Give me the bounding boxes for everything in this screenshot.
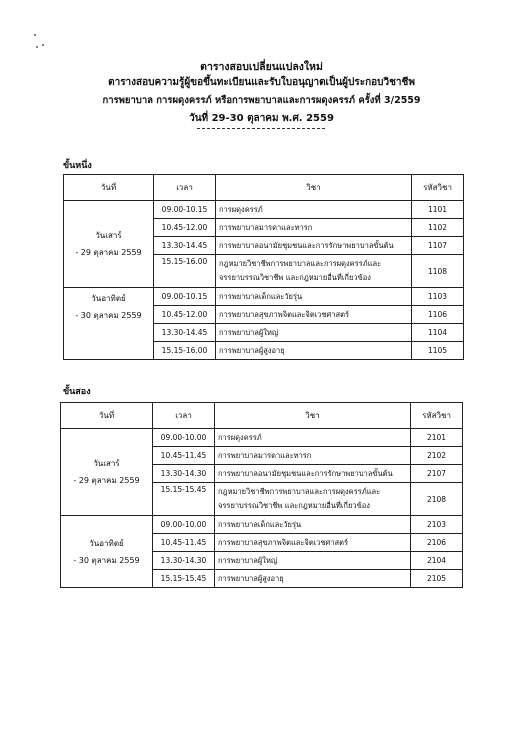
doc-title: ตารางสอบเปลี่ยนแปลงใหม่ [200, 61, 323, 73]
day-cell-saturday [61, 429, 153, 516]
doc-subtitle: ตารางสอบความรู้ผู้ขอขึ้นทะเบียนและรับใบอนุญาตเป็นผู้ประกอบวิชาชีพ [108, 77, 415, 88]
subject-cell: การพยาบาลมารดาและทารก [215, 447, 411, 465]
time-cell: 10.45-12.00 [154, 306, 216, 324]
dashed-divider [197, 128, 325, 129]
header-subject: วิชา [215, 403, 411, 429]
time-cell: 13.30-14.45 [154, 324, 216, 342]
time-cell: 15.15-16.00 [154, 255, 216, 288]
code-cell: 1107 [412, 237, 464, 255]
code-cell: 2105 [411, 570, 463, 588]
subject-cell: การพยาบาลสุขภาพจิตและจิตเวชศาสตร์ [216, 306, 412, 324]
subject-cell [215, 483, 411, 516]
code-cell: 2104 [411, 552, 463, 570]
subject-line-2: จรรยาบรรณวิชาชีพ และกฎหมายอื่นที่เกี่ยวข้อง [218, 501, 370, 510]
day-cell-saturday [64, 201, 154, 288]
code-cell: 2106 [411, 534, 463, 552]
subject-cell: การผดุงครรภ์ [215, 429, 411, 447]
header-time: เวลา [153, 403, 215, 429]
subject-cell: การพยาบาลเด็กและวัยรุ่น [216, 288, 412, 306]
subject-line-1: กฎหมายวิชาชีพการพยาบาลและการผดุงครรภ์และ [219, 259, 382, 268]
time-cell: 09.00-10.00 [153, 429, 215, 447]
code-cell: 1104 [412, 324, 464, 342]
day-cell-sunday [64, 288, 154, 360]
subject-line-2: จรรยาบรรณวิชาชีพ และกฎหมายอื่นที่เกี่ยวข้อง [219, 273, 371, 282]
code-cell: 1102 [412, 219, 464, 237]
code-cell: 2101 [411, 429, 463, 447]
code-cell: 1101 [412, 201, 464, 219]
subject-cell: การพยาบาลอนามัยชุมชนและการรักษาพยาบาลขั้นต้น [215, 465, 411, 483]
subject-line-1: กฎหมายวิชาชีพการพยาบาลและการผดุงครรภ์และ [218, 487, 381, 496]
time-cell: 10.45-11.45 [153, 534, 215, 552]
code-cell: 1105 [412, 342, 464, 360]
time-cell: 09.00-10.15 [154, 288, 216, 306]
code-cell: 2103 [411, 516, 463, 534]
doc-subtitle-2: การพยาบาล การผดุงครรภ์ หรือการพยาบาลและการผดุงครรภ์ ครั้งที่ 3/2559 [102, 95, 421, 106]
time-cell: 15.15-15.45 [153, 483, 215, 516]
table-row [64, 288, 464, 306]
header-day: วันที่ [64, 175, 154, 201]
time-cell: 10.45-12.00 [154, 219, 216, 237]
day-name: วันอาทิตย์ [91, 294, 126, 303]
table-row [61, 516, 463, 534]
table-row [64, 201, 464, 219]
subject-cell: การพยาบาลผู้สูงอายุ [216, 342, 412, 360]
subject-cell: การพยาบาลสุขภาพจิตและจิตเวชศาสตร์ [215, 534, 411, 552]
day-date: - 30 ตุลาคม 2559 [73, 555, 140, 565]
header-code: รหัสวิชา [412, 175, 464, 201]
code-cell: 2108 [411, 483, 463, 516]
level-2-label: ขั้นสอง [63, 387, 91, 397]
day-date: - 29 ตุลาคม 2559 [73, 476, 140, 485]
subject-cell: การพยาบาลผู้ใหญ่ [215, 552, 411, 570]
subject-cell [216, 255, 412, 288]
time-cell: 10.45-11.45 [153, 447, 215, 465]
header-subject: วิชา [216, 175, 412, 201]
subject-cell: การพยาบาลผู้ใหญ่ [216, 324, 412, 342]
day-cell-sunday [61, 516, 153, 588]
day-name: วันอาทิตย์ [89, 538, 124, 548]
header-code: รหัสวิชา [411, 403, 463, 429]
day-name: วันเสาร์ [95, 231, 122, 240]
subject-cell: การพยาบาลเด็กและวัยรุ่น [215, 516, 411, 534]
subject-cell: การพยาบาลมารดาและทารก [216, 219, 412, 237]
code-cell: 2107 [411, 465, 463, 483]
level-1-label: ขั้นหนึ่ง [63, 161, 92, 171]
table-header-row [64, 175, 464, 201]
day-date: - 29 ตุลาคม 2559 [75, 248, 142, 257]
time-cell: 15.15-16.00 [154, 342, 216, 360]
day-date: - 30 ตุลาคม 2559 [75, 311, 142, 320]
level-2-table [60, 402, 463, 588]
subject-cell: การพยาบาลอนามัยชุมชนและการรักษาพยาบาลขั้นต้น [216, 237, 412, 255]
subject-cell: การพยาบาลผู้สูงอายุ [215, 570, 411, 588]
code-cell: 1103 [412, 288, 464, 306]
table-header-row [61, 403, 463, 429]
subject-cell: การผดุงครรภ์ [216, 201, 412, 219]
time-cell: 09.00-10.15 [154, 201, 216, 219]
header-time: เวลา [154, 175, 216, 201]
time-cell: 15.15-15.45 [153, 570, 215, 588]
time-cell: 13.30-14.30 [153, 552, 215, 570]
time-cell: 13.30-14.45 [154, 237, 216, 255]
code-cell: 1106 [412, 306, 464, 324]
time-cell: 09.00-10.00 [153, 516, 215, 534]
level-1-table [63, 174, 464, 360]
table-row [61, 429, 463, 447]
day-name: วันเสาร์ [93, 459, 120, 468]
doc-date-line: วันที่ 29-30 ตุลาคม พ.ศ. 2559 [189, 113, 334, 124]
time-cell: 13.30-14.30 [153, 465, 215, 483]
code-cell: 2102 [411, 447, 463, 465]
header-day: วันที่ [61, 403, 153, 429]
code-cell: 1108 [412, 255, 464, 288]
